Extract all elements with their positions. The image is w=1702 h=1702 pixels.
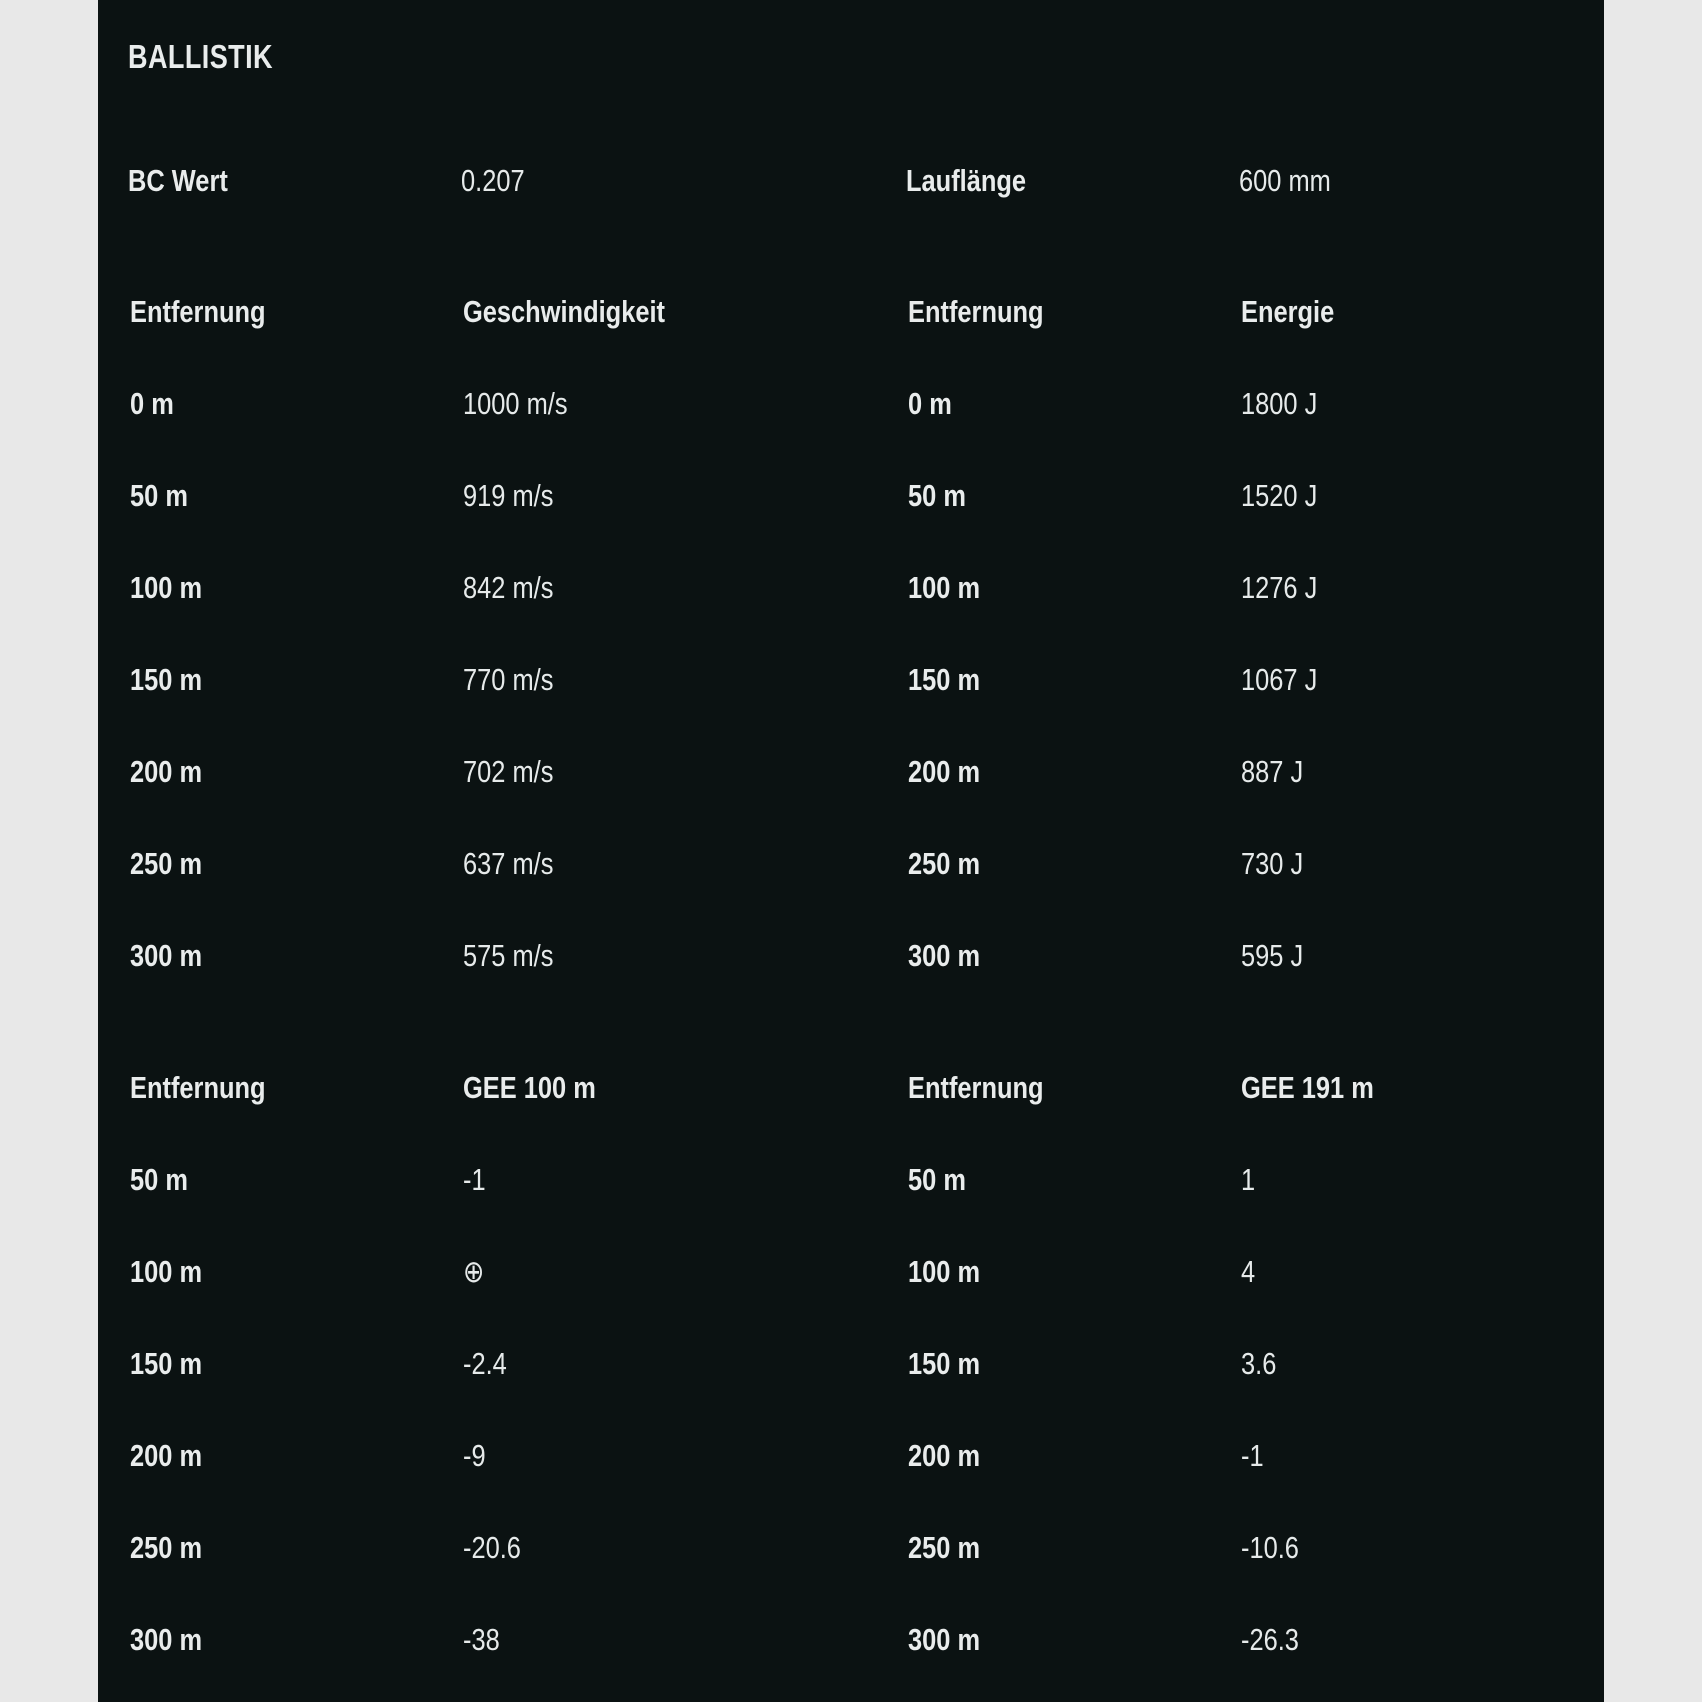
distance-cell: 50 m (130, 1162, 188, 1197)
distance-cell: 200 m (908, 1438, 981, 1473)
table-row (98, 936, 1604, 976)
column-header: GEE 191 m (1241, 1070, 1374, 1105)
energy-cell: 730 J (1241, 846, 1304, 881)
drop-cell: -10.6 (1241, 1530, 1299, 1565)
distance-cell: 150 m (908, 1346, 981, 1381)
drop-cell: -38 (463, 1622, 500, 1657)
table-row (98, 476, 1604, 516)
table-row (98, 1620, 1604, 1660)
table-header-row (98, 1068, 1604, 1108)
drop-cell: -20.6 (463, 1530, 521, 1565)
distance-cell: 50 m (130, 478, 188, 513)
spec-row (98, 161, 1604, 201)
distance-cell: 50 m (908, 1162, 966, 1197)
velocity-cell: 1000 m/s (463, 386, 568, 421)
distance-cell: 100 m (130, 570, 203, 605)
column-header: Entfernung (908, 1070, 1044, 1105)
distance-cell: 200 m (130, 1438, 203, 1473)
distance-cell: 150 m (130, 662, 203, 697)
velocity-cell: 919 m/s (463, 478, 554, 513)
barrel-length-label: Lauflänge (906, 163, 1027, 198)
drop-cell: -1 (463, 1162, 486, 1197)
ballistics-panel (98, 0, 1604, 1702)
table-row (98, 384, 1604, 424)
energy-cell: 595 J (1241, 938, 1304, 973)
distance-cell: 300 m (908, 938, 981, 973)
distance-cell: 100 m (908, 570, 981, 605)
bc-label: BC Wert (128, 163, 228, 198)
table-row (98, 1252, 1604, 1292)
velocity-cell: 637 m/s (463, 846, 554, 881)
section-title: BALLISTIK (128, 38, 273, 75)
distance-cell: 0 m (130, 386, 174, 421)
distance-cell: 0 m (908, 386, 952, 421)
distance-cell: 250 m (908, 846, 981, 881)
velocity-cell: 702 m/s (463, 754, 554, 789)
distance-cell: 300 m (130, 938, 203, 973)
column-header: GEE 100 m (463, 1070, 596, 1105)
drop-cell: -2.4 (463, 1346, 507, 1381)
zero-point-icon: ⊕ (463, 1254, 485, 1289)
drop-cell: -1 (1241, 1438, 1264, 1473)
distance-cell: 200 m (908, 754, 981, 789)
table-row (98, 1436, 1604, 1476)
column-header: Geschwindigkeit (463, 294, 666, 329)
energy-cell: 1276 J (1241, 570, 1318, 605)
distance-cell: 100 m (908, 1254, 981, 1289)
drop-cell: -9 (463, 1438, 486, 1473)
distance-cell: 300 m (130, 1622, 203, 1657)
table-row (98, 752, 1604, 792)
distance-cell: 250 m (130, 1530, 203, 1565)
velocity-cell: 770 m/s (463, 662, 554, 697)
distance-cell: 50 m (908, 478, 966, 513)
energy-cell: 1067 J (1241, 662, 1318, 697)
table-row (98, 1344, 1604, 1384)
energy-cell: 1520 J (1241, 478, 1318, 513)
velocity-cell: 842 m/s (463, 570, 554, 605)
velocity-cell: 575 m/s (463, 938, 554, 973)
drop-cell: 3.6 (1241, 1346, 1277, 1381)
distance-cell: 150 m (908, 662, 981, 697)
distance-cell: 100 m (130, 1254, 203, 1289)
column-header: Energie (1241, 294, 1335, 329)
column-header: Entfernung (908, 294, 1044, 329)
distance-cell: 150 m (130, 1346, 203, 1381)
drop-cell: 4 (1241, 1254, 1256, 1289)
distance-cell: 200 m (130, 754, 203, 789)
drop-cell: -26.3 (1241, 1622, 1299, 1657)
distance-cell: 250 m (130, 846, 203, 881)
barrel-length-value: 600 mm (1239, 163, 1331, 198)
table-row (98, 568, 1604, 608)
column-header: Entfernung (130, 1070, 266, 1105)
drop-cell: 1 (1241, 1162, 1256, 1197)
column-header: Entfernung (130, 294, 266, 329)
energy-cell: 887 J (1241, 754, 1304, 789)
distance-cell: 300 m (908, 1622, 981, 1657)
distance-cell: 250 m (908, 1530, 981, 1565)
energy-cell: 1800 J (1241, 386, 1318, 421)
table-row (98, 1528, 1604, 1568)
table-row (98, 660, 1604, 700)
bc-value: 0.207 (461, 163, 525, 198)
table-row (98, 844, 1604, 884)
table-header-row (98, 292, 1604, 332)
table-row (98, 1160, 1604, 1200)
